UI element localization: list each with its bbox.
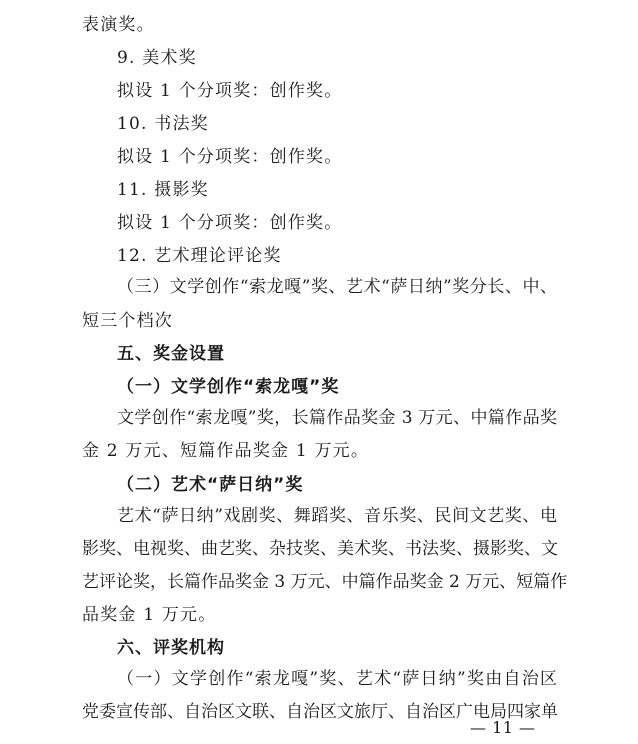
text-line: 表演奖。 [82,15,155,35]
list-item-heading: 9. 美术奖 [117,48,197,68]
text-line: 艺评论奖，长篇作品奖金 3 万元、中篇作品奖金 2 万元、短篇作 [82,572,568,592]
text-line: 拟设 1 个分项奖：创作奖。 [117,213,343,233]
subsection-heading: （二）艺术“萨日纳”奖 [117,475,304,495]
list-item-heading: 10. 书法奖 [117,114,209,134]
text-line: 金 2 万元、短篇作品奖金 1 万元。 [82,441,370,461]
page-number: — 11 — [470,718,536,737]
list-item-heading: 11. 摄影奖 [117,180,209,200]
text-line: 拟设 1 个分项奖：创作奖。 [117,147,343,167]
text-line: 品奖金 1 万元。 [82,605,217,625]
section-heading: 五、奖金设置 [117,344,225,364]
text-line: 艺术“萨日纳”戏剧奖、舞蹈奖、音乐奖、民间文艺奖、电 [117,506,557,526]
text-line: 文学创作“索龙嘎”奖，长篇作品奖金 3 万元、中篇作品奖 [117,408,557,428]
text-line: （一）文学创作“索龙嘎”奖、艺术“萨日纳”奖由自治区 [117,669,557,689]
subsection-heading: （一）文学创作“索龙嘎”奖 [117,377,340,397]
list-item-heading: 12. 艺术理论评论奖 [117,246,282,266]
text-line: 拟设 1 个分项奖：创作奖。 [117,81,343,101]
text-line: （三）文学创作“索龙嘎”奖、艺术“萨日纳”奖分长、中、 [117,277,557,297]
text-line: 党委宣传部、自治区文联、自治区文旅厅、自治区广电局四家单 [82,702,558,722]
section-heading: 六、评奖机构 [117,638,225,658]
text-line: 短三个档次 [82,311,173,331]
text-line: 影奖、电视奖、曲艺奖、杂技奖、美术奖、书法奖、摄影奖、文 [82,539,558,559]
